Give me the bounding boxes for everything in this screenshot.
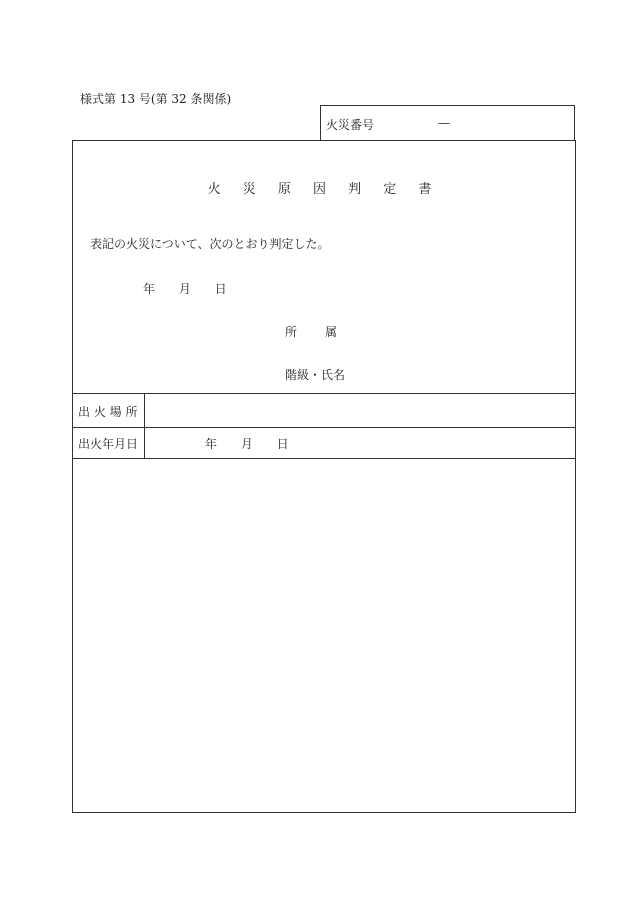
fire-number-label: 火災番号 (326, 118, 375, 132)
form-number: 様式第 13 号(第 32 条関係) (80, 92, 232, 106)
fire-number-field[interactable]: — (438, 116, 450, 130)
fire-location-label: 出 火 場 所 (78, 405, 138, 419)
row-divider (72, 427, 576, 428)
document-title: 火 災 原 因 判 定 書 (207, 182, 441, 197)
column-divider (144, 393, 145, 458)
row-divider (72, 458, 576, 459)
statement-text: 表記の火災について、次のとおり判定した。 (90, 237, 330, 251)
fire-location-field[interactable] (146, 394, 574, 426)
judgement-body-area[interactable] (74, 460, 574, 810)
rank-name-label: 階級・氏名 (285, 368, 346, 382)
fire-date-label: 出火年月日 (78, 437, 139, 451)
affiliation-label: 所属 (285, 325, 366, 339)
judgement-date[interactable]: 年 月 日 (143, 282, 227, 296)
fire-date-field[interactable]: 年 月 日 (205, 437, 289, 451)
